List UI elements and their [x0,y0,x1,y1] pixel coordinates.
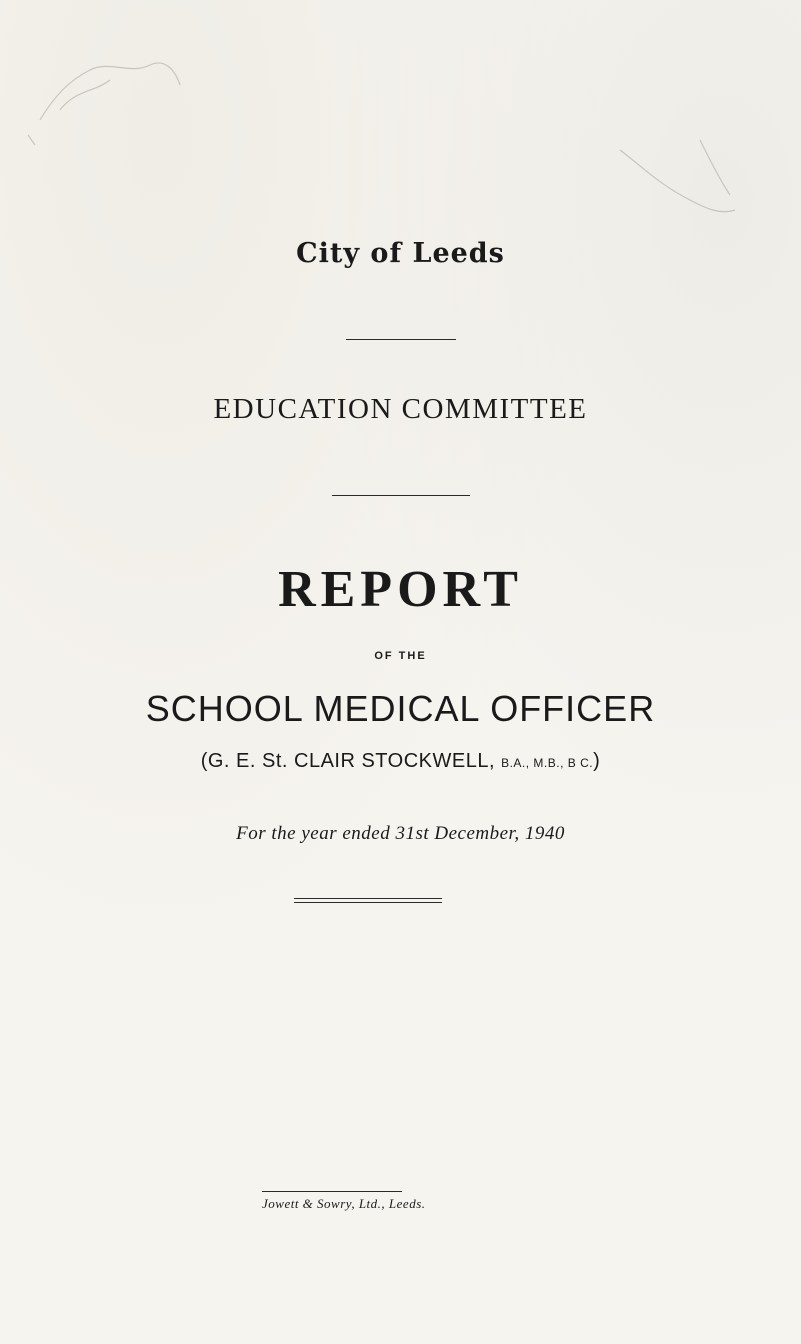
officer-degrees: B.A., M.B., B C. [501,756,594,770]
divider-rule-top [346,339,456,340]
year-line: For the year ended 31st December, 1940 [236,823,565,844]
report-heading: REPORT [278,561,523,618]
of-the-label: OF THE [374,650,427,662]
double-rule-lower [294,902,442,903]
officer-name-text: (G. E. St. CLAIR STOCKWELL, [200,750,502,772]
city-title: City of Leeds [296,238,505,269]
printer-rule [262,1191,402,1192]
divider-rule-middle [332,495,470,496]
officer-name [0,750,801,773]
printer-imprint: Jowett & Sowry, Ltd., Leeds. [262,1196,426,1211]
officer-name-close: ) [593,750,601,772]
officer-title: SCHOOL MEDICAL OFFICER [145,688,656,729]
committee-heading: EDUCATION COMMITTEE [213,393,588,425]
double-rule-upper [294,898,442,899]
